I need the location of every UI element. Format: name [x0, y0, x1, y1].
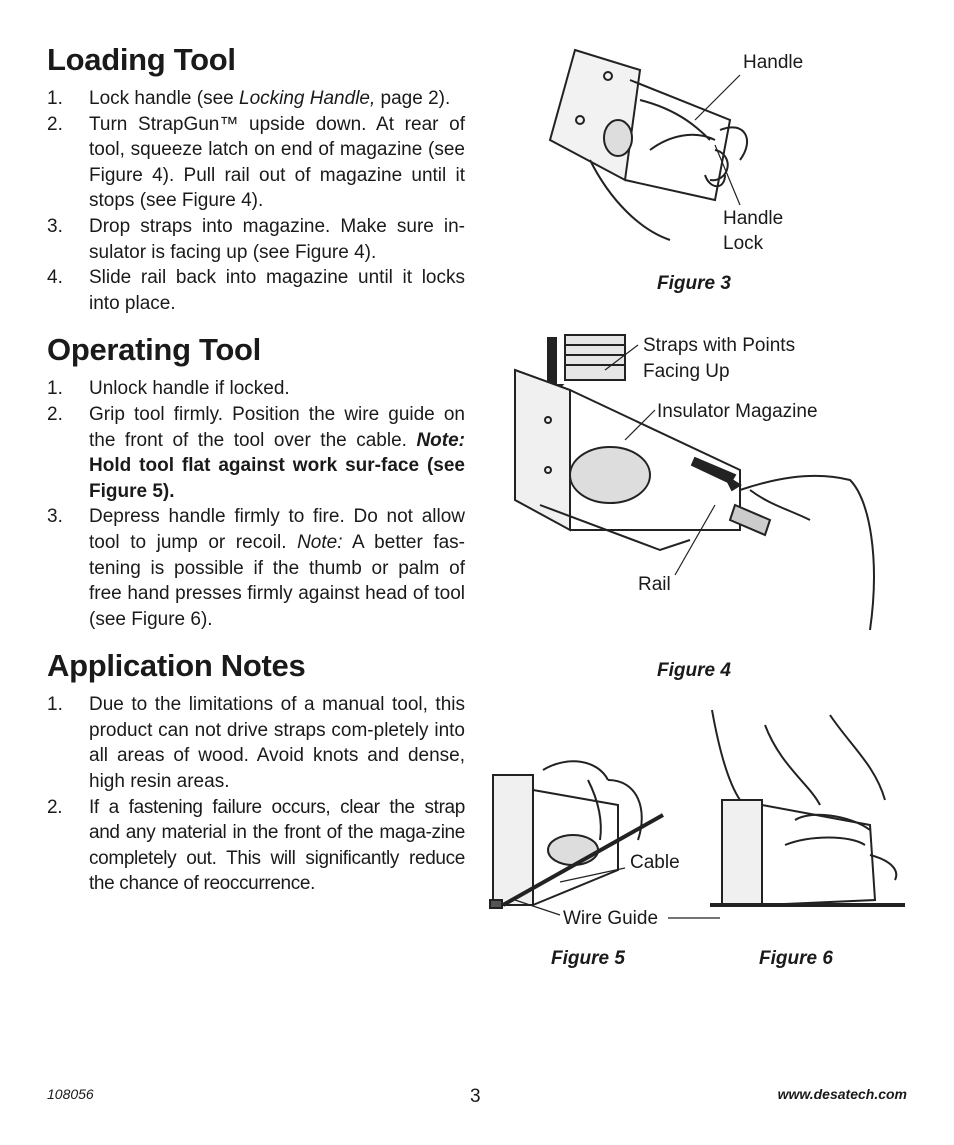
- list-item: 1. Lock handle (see Locking Handle, page 2).: [47, 88, 451, 109]
- list-item: 2. Turn StrapGun™ upside down. At rear of tool, squeeze latch on end of magazine (see Figure 4). Pull rail out of magazine until it stops (see Figure 4).: [47, 113, 465, 212]
- section-title-application-notes: Application Notes: [47, 648, 306, 684]
- website-link[interactable]: www.desatech.com: [777, 1086, 907, 1102]
- callout-rail: Rail: [638, 574, 671, 595]
- section-title-loading-tool: Loading Tool: [47, 42, 236, 77]
- callout-straps-1: Straps with Points: [643, 335, 796, 356]
- figure-6-illustration: [700, 705, 910, 915]
- figure-4-caption: Figure 4: [657, 660, 731, 681]
- figure-3-caption: Figure 3: [657, 273, 731, 294]
- application-notes: [47, 692, 465, 897]
- callout-handle-lock-2: Lock: [723, 233, 764, 254]
- callout-handle: Handle: [743, 52, 804, 73]
- callout-straps-2: Facing Up: [643, 361, 730, 382]
- callout-cable: Cable: [630, 852, 680, 873]
- figure-6-caption: Figure 6: [759, 948, 833, 969]
- list-item: 1. Unlock handle if locked.: [47, 378, 290, 400]
- operating-steps: [47, 376, 465, 632]
- list-item: 3. Drop straps into magazine. Make sure in-sulator is facing up (see Figure 4).: [47, 215, 465, 263]
- callout-wire-guide: Wire Guide: [563, 908, 659, 929]
- figure-5-caption: Figure 5: [551, 948, 625, 969]
- list-item: 2. Grip tool firmly. Position the wire guide on the front of the tool over the cable. Note: Hold tool flat against work sur-face (see Figure 5).: [47, 403, 465, 502]
- list-item: 1. Due to the limitations of a manual tool, this product can not drive straps com-pletely into all areas of wood. Avoid knots and dense, high resin areas.: [47, 694, 465, 793]
- page-number: 3: [470, 1086, 481, 1107]
- list-item: 3. Depress handle firmly to fire. Do not allow tool to jump or recoil. Note: A better fas-tening is possible if the thumb or palm of free hand presses firmly against head of tool (see Figure 6).: [47, 506, 466, 630]
- list-item: 2. If a fastening failure occurs, clear the strap and any material in the front of the maga-zine completely out. This will significantly reduce the chance of reoccurrence.: [47, 796, 465, 895]
- instructions-column: [47, 40, 465, 911]
- loading-steps: [47, 86, 465, 316]
- section-title-operating-tool: Operating Tool: [47, 332, 261, 368]
- document-number: 108056: [47, 1086, 94, 1102]
- callout-handle-lock-1: Handle: [723, 208, 784, 229]
- figure-3-leader-lines: [690, 70, 750, 210]
- callout-insulator-magazine: Insulator Magazine: [657, 401, 818, 422]
- list-item: 4. Slide rail back into magazine until it locks into place.: [47, 267, 465, 314]
